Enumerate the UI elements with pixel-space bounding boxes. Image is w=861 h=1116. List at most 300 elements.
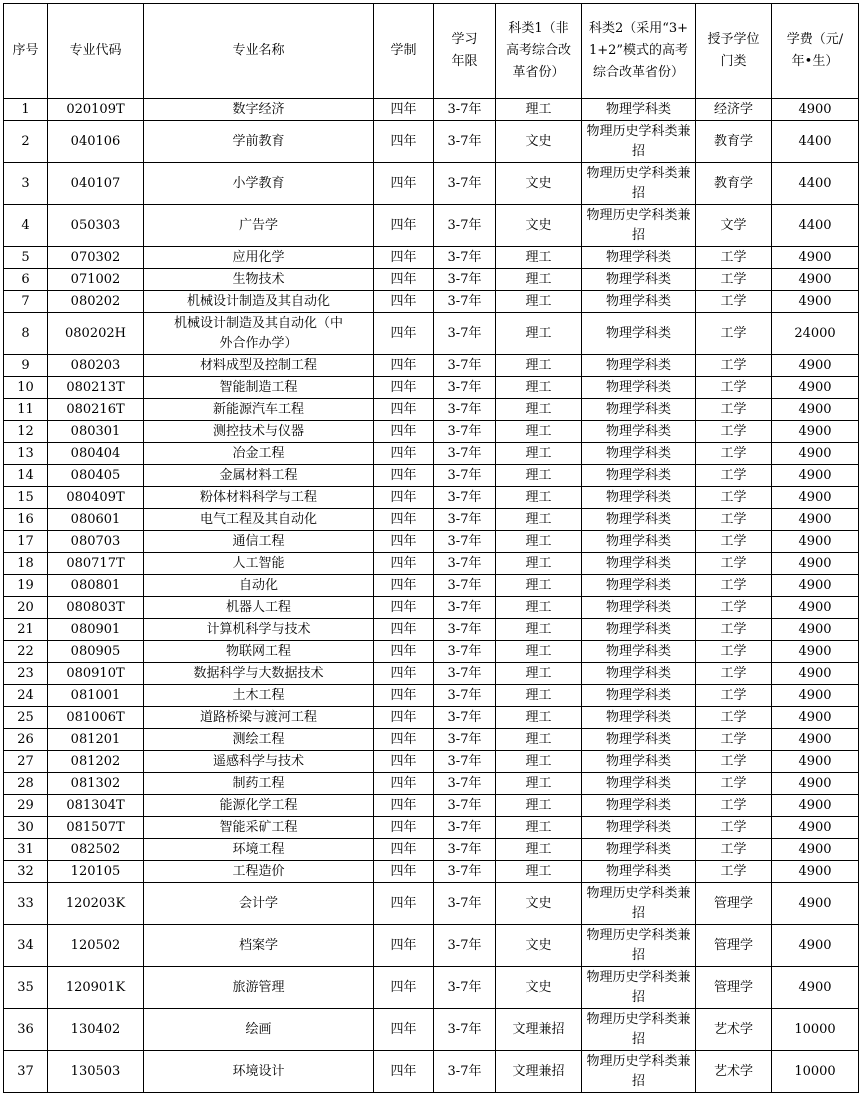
cell-major-code: 040106	[48, 121, 144, 163]
cell-category-1: 理工	[496, 597, 582, 619]
header-system: 学制	[374, 4, 434, 99]
cell-major-code: 080803T	[48, 597, 144, 619]
cell-system: 四年	[374, 247, 434, 269]
cell-major-name: 智能采矿工程	[144, 817, 374, 839]
cell-major-code: 080901	[48, 619, 144, 641]
table-row	[4, 377, 859, 399]
header-major-name: 专业名称	[144, 4, 374, 99]
cell-category-1: 理工	[496, 355, 582, 377]
cell-degree: 工学	[696, 795, 772, 817]
cell-index: 37	[4, 1051, 48, 1093]
header-category-1: 科类1（非高考综合改革省份）	[496, 4, 582, 99]
table-row	[4, 663, 859, 685]
cell-degree: 工学	[696, 355, 772, 377]
header-tuition: 学费（元/年•生）	[772, 4, 859, 99]
cell-category-1: 理工	[496, 817, 582, 839]
cell-major-name: 会计学	[144, 883, 374, 925]
cell-index: 4	[4, 205, 48, 247]
table-row	[4, 1051, 859, 1093]
table-row	[4, 707, 859, 729]
cell-tuition: 10000	[772, 1051, 859, 1093]
cell-tuition: 4900	[772, 641, 859, 663]
cell-degree: 工学	[696, 399, 772, 421]
cell-degree: 工学	[696, 553, 772, 575]
cell-major-name: 道路桥梁与渡河工程	[144, 707, 374, 729]
cell-category-2: 物理历史学科类兼招	[582, 967, 696, 1009]
cell-index: 9	[4, 355, 48, 377]
cell-tuition: 4900	[772, 729, 859, 751]
cell-index: 1	[4, 99, 48, 121]
cell-tuition: 4900	[772, 597, 859, 619]
cell-study-years: 3-7年	[434, 205, 496, 247]
cell-tuition: 4900	[772, 883, 859, 925]
table-row	[4, 839, 859, 861]
cell-system: 四年	[374, 925, 434, 967]
cell-category-2: 物理学科类	[582, 641, 696, 663]
cell-category-2: 物理学科类	[582, 663, 696, 685]
cell-category-1: 理工	[496, 575, 582, 597]
cell-system: 四年	[374, 685, 434, 707]
header-study-years: 学习年限	[434, 4, 496, 99]
table-row	[4, 399, 859, 421]
cell-category-2: 物理学科类	[582, 707, 696, 729]
cell-major-code: 120901K	[48, 967, 144, 1009]
cell-index: 32	[4, 861, 48, 883]
cell-major-code: 081001	[48, 685, 144, 707]
cell-category-2: 物理历史学科类兼招	[582, 205, 696, 247]
cell-major-name: 测绘工程	[144, 729, 374, 751]
cell-study-years: 3-7年	[434, 839, 496, 861]
cell-study-years: 3-7年	[434, 163, 496, 205]
cell-major-code: 080404	[48, 443, 144, 465]
cell-index: 26	[4, 729, 48, 751]
cell-system: 四年	[374, 313, 434, 355]
cell-major-name: 环境设计	[144, 1051, 374, 1093]
table-row	[4, 487, 859, 509]
cell-degree: 工学	[696, 619, 772, 641]
table-row	[4, 531, 859, 553]
cell-category-1: 理工	[496, 839, 582, 861]
cell-category-2: 物理学科类	[582, 421, 696, 443]
cell-study-years: 3-7年	[434, 795, 496, 817]
cell-category-2: 物理学科类	[582, 99, 696, 121]
cell-major-code: 080202	[48, 291, 144, 313]
cell-major-code: 080216T	[48, 399, 144, 421]
cell-degree: 管理学	[696, 883, 772, 925]
cell-study-years: 3-7年	[434, 465, 496, 487]
cell-system: 四年	[374, 597, 434, 619]
cell-degree: 工学	[696, 729, 772, 751]
cell-study-years: 3-7年	[434, 729, 496, 751]
cell-study-years: 3-7年	[434, 291, 496, 313]
cell-index: 13	[4, 443, 48, 465]
cell-system: 四年	[374, 465, 434, 487]
table-row	[4, 269, 859, 291]
cell-major-name: 小学教育	[144, 163, 374, 205]
cell-system: 四年	[374, 509, 434, 531]
cell-study-years: 3-7年	[434, 967, 496, 1009]
cell-index: 30	[4, 817, 48, 839]
cell-degree: 工学	[696, 377, 772, 399]
cell-major-name: 遥感科学与技术	[144, 751, 374, 773]
cell-category-1: 文史	[496, 205, 582, 247]
table-row	[4, 795, 859, 817]
cell-category-1: 理工	[496, 795, 582, 817]
cell-system: 四年	[374, 839, 434, 861]
cell-major-code: 040107	[48, 163, 144, 205]
cell-study-years: 3-7年	[434, 619, 496, 641]
cell-degree: 艺术学	[696, 1009, 772, 1051]
cell-index: 29	[4, 795, 48, 817]
table-row	[4, 773, 859, 795]
cell-major-code: 120203K	[48, 883, 144, 925]
cell-index: 20	[4, 597, 48, 619]
cell-category-2: 物理学科类	[582, 553, 696, 575]
cell-tuition: 10000	[772, 1009, 859, 1051]
table-row	[4, 597, 859, 619]
cell-category-2: 物理学科类	[582, 443, 696, 465]
cell-major-name: 人工智能	[144, 553, 374, 575]
cell-system: 四年	[374, 487, 434, 509]
cell-category-1: 文史	[496, 883, 582, 925]
cell-category-2: 物理历史学科类兼招	[582, 1009, 696, 1051]
cell-index: 34	[4, 925, 48, 967]
cell-study-years: 3-7年	[434, 121, 496, 163]
cell-degree: 教育学	[696, 121, 772, 163]
cell-tuition: 4900	[772, 619, 859, 641]
table-row	[4, 553, 859, 575]
cell-index: 23	[4, 663, 48, 685]
cell-category-2: 物理学科类	[582, 355, 696, 377]
cell-system: 四年	[374, 421, 434, 443]
cell-major-name: 测控技术与仪器	[144, 421, 374, 443]
cell-category-1: 理工	[496, 641, 582, 663]
header-degree: 授予学位门类	[696, 4, 772, 99]
cell-category-1: 理工	[496, 619, 582, 641]
cell-tuition: 4900	[772, 421, 859, 443]
cell-category-1: 理工	[496, 861, 582, 883]
cell-category-2: 物理历史学科类兼招	[582, 121, 696, 163]
cell-major-code: 080703	[48, 531, 144, 553]
cell-study-years: 3-7年	[434, 773, 496, 795]
cell-major-code: 080409T	[48, 487, 144, 509]
cell-category-2: 物理学科类	[582, 247, 696, 269]
table-row	[4, 313, 859, 355]
table-row	[4, 619, 859, 641]
cell-index: 11	[4, 399, 48, 421]
cell-major-name: 旅游管理	[144, 967, 374, 1009]
cell-category-2: 物理历史学科类兼招	[582, 883, 696, 925]
cell-tuition: 4900	[772, 795, 859, 817]
cell-category-2: 物理学科类	[582, 291, 696, 313]
cell-index: 28	[4, 773, 48, 795]
cell-category-1: 理工	[496, 313, 582, 355]
cell-major-code: 130503	[48, 1051, 144, 1093]
table-row	[4, 509, 859, 531]
cell-index: 8	[4, 313, 48, 355]
cell-category-1: 理工	[496, 465, 582, 487]
cell-system: 四年	[374, 967, 434, 1009]
cell-major-code: 080202H	[48, 313, 144, 355]
cell-category-1: 理工	[496, 707, 582, 729]
cell-category-2: 物理学科类	[582, 313, 696, 355]
cell-category-1: 理工	[496, 443, 582, 465]
cell-system: 四年	[374, 377, 434, 399]
cell-category-1: 文史	[496, 121, 582, 163]
cell-system: 四年	[374, 795, 434, 817]
cell-major-code: 050303	[48, 205, 144, 247]
cell-category-1: 理工	[496, 729, 582, 751]
cell-tuition: 4900	[772, 443, 859, 465]
cell-major-name: 土木工程	[144, 685, 374, 707]
cell-study-years: 3-7年	[434, 861, 496, 883]
cell-degree: 工学	[696, 291, 772, 313]
cell-degree: 管理学	[696, 925, 772, 967]
cell-index: 25	[4, 707, 48, 729]
table-row	[4, 247, 859, 269]
cell-major-name: 计算机科学与技术	[144, 619, 374, 641]
table-row	[4, 817, 859, 839]
cell-category-2: 物理学科类	[582, 465, 696, 487]
cell-category-1: 理工	[496, 487, 582, 509]
cell-system: 四年	[374, 729, 434, 751]
cell-degree: 工学	[696, 509, 772, 531]
cell-degree: 工学	[696, 861, 772, 883]
cell-degree: 工学	[696, 707, 772, 729]
cell-study-years: 3-7年	[434, 247, 496, 269]
cell-major-name: 广告学	[144, 205, 374, 247]
cell-tuition: 4900	[772, 99, 859, 121]
cell-degree: 工学	[696, 531, 772, 553]
cell-study-years: 3-7年	[434, 1051, 496, 1093]
cell-category-2: 物理学科类	[582, 597, 696, 619]
cell-major-name: 粉体材料科学与工程	[144, 487, 374, 509]
cell-category-1: 理工	[496, 421, 582, 443]
cell-system: 四年	[374, 707, 434, 729]
cell-system: 四年	[374, 355, 434, 377]
cell-category-2: 物理学科类	[582, 861, 696, 883]
cell-degree: 工学	[696, 487, 772, 509]
cell-index: 35	[4, 967, 48, 1009]
cell-major-code: 080910T	[48, 663, 144, 685]
cell-major-code: 070302	[48, 247, 144, 269]
cell-tuition: 4900	[772, 925, 859, 967]
cell-category-2: 物理历史学科类兼招	[582, 1051, 696, 1093]
cell-tuition: 4900	[772, 685, 859, 707]
cell-major-name: 制药工程	[144, 773, 374, 795]
cell-major-name: 机器人工程	[144, 597, 374, 619]
cell-system: 四年	[374, 531, 434, 553]
cell-index: 24	[4, 685, 48, 707]
cell-study-years: 3-7年	[434, 553, 496, 575]
cell-major-code: 081202	[48, 751, 144, 773]
cell-system: 四年	[374, 99, 434, 121]
cell-index: 21	[4, 619, 48, 641]
cell-degree: 经济学	[696, 99, 772, 121]
cell-major-name: 新能源汽车工程	[144, 399, 374, 421]
cell-major-name: 冶金工程	[144, 443, 374, 465]
cell-tuition: 4400	[772, 205, 859, 247]
cell-major-code: 120105	[48, 861, 144, 883]
cell-major-name: 工程造价	[144, 861, 374, 883]
header-category-2: 科类2（采用“3+1+2”模式的高考综合改革省份）	[582, 4, 696, 99]
cell-system: 四年	[374, 751, 434, 773]
cell-study-years: 3-7年	[434, 597, 496, 619]
cell-degree: 教育学	[696, 163, 772, 205]
cell-tuition: 4900	[772, 575, 859, 597]
cell-category-2: 物理学科类	[582, 751, 696, 773]
cell-major-name: 物联网工程	[144, 641, 374, 663]
cell-tuition: 4900	[772, 967, 859, 1009]
cell-category-1: 文史	[496, 163, 582, 205]
cell-major-code: 081201	[48, 729, 144, 751]
cell-major-name: 电气工程及其自动化	[144, 509, 374, 531]
cell-system: 四年	[374, 1009, 434, 1051]
cell-category-2: 物理学科类	[582, 377, 696, 399]
cell-tuition: 4900	[772, 269, 859, 291]
cell-category-1: 理工	[496, 247, 582, 269]
cell-tuition: 4900	[772, 839, 859, 861]
cell-category-2: 物理学科类	[582, 773, 696, 795]
cell-major-name: 金属材料工程	[144, 465, 374, 487]
table-row	[4, 443, 859, 465]
document-page	[3, 3, 859, 1093]
cell-tuition: 4900	[772, 707, 859, 729]
cell-degree: 工学	[696, 465, 772, 487]
cell-system: 四年	[374, 1051, 434, 1093]
cell-degree: 工学	[696, 641, 772, 663]
cell-study-years: 3-7年	[434, 1009, 496, 1051]
cell-system: 四年	[374, 575, 434, 597]
cell-major-code: 080801	[48, 575, 144, 597]
cell-degree: 工学	[696, 269, 772, 291]
cell-category-1: 理工	[496, 509, 582, 531]
table-row	[4, 1009, 859, 1051]
cell-major-code: 081302	[48, 773, 144, 795]
cell-category-2: 物理学科类	[582, 685, 696, 707]
table-body	[4, 99, 859, 1093]
cell-study-years: 3-7年	[434, 421, 496, 443]
table-row	[4, 575, 859, 597]
cell-system: 四年	[374, 269, 434, 291]
cell-system: 四年	[374, 817, 434, 839]
cell-major-code: 080213T	[48, 377, 144, 399]
cell-major-code: 080601	[48, 509, 144, 531]
cell-degree: 工学	[696, 663, 772, 685]
cell-degree: 工学	[696, 751, 772, 773]
cell-study-years: 3-7年	[434, 751, 496, 773]
cell-study-years: 3-7年	[434, 99, 496, 121]
cell-category-2: 物理学科类	[582, 839, 696, 861]
cell-tuition: 4400	[772, 121, 859, 163]
cell-major-name: 环境工程	[144, 839, 374, 861]
cell-major-name: 能源化学工程	[144, 795, 374, 817]
cell-category-1: 文史	[496, 967, 582, 1009]
cell-system: 四年	[374, 399, 434, 421]
cell-major-code: 071002	[48, 269, 144, 291]
cell-index: 33	[4, 883, 48, 925]
cell-index: 10	[4, 377, 48, 399]
cell-major-name: 机械设计制造及其自动化（中外合作办学）	[144, 313, 374, 355]
cell-system: 四年	[374, 553, 434, 575]
cell-major-name: 智能制造工程	[144, 377, 374, 399]
cell-study-years: 3-7年	[434, 817, 496, 839]
majors-table	[3, 3, 859, 1093]
cell-degree: 工学	[696, 575, 772, 597]
cell-tuition: 4900	[772, 817, 859, 839]
cell-index: 15	[4, 487, 48, 509]
cell-major-name: 绘画	[144, 1009, 374, 1051]
cell-tuition: 4900	[772, 247, 859, 269]
cell-study-years: 3-7年	[434, 575, 496, 597]
cell-study-years: 3-7年	[434, 443, 496, 465]
cell-index: 12	[4, 421, 48, 443]
table-row	[4, 883, 859, 925]
cell-tuition: 24000	[772, 313, 859, 355]
cell-major-code: 130402	[48, 1009, 144, 1051]
table-row	[4, 121, 859, 163]
header-major-code: 专业代码	[48, 4, 144, 99]
cell-category-2: 物理学科类	[582, 531, 696, 553]
table-row	[4, 291, 859, 313]
cell-category-2: 物理学科类	[582, 817, 696, 839]
table-row	[4, 861, 859, 883]
cell-system: 四年	[374, 163, 434, 205]
cell-major-name: 数字经济	[144, 99, 374, 121]
cell-tuition: 4900	[772, 553, 859, 575]
cell-degree: 工学	[696, 773, 772, 795]
cell-index: 22	[4, 641, 48, 663]
cell-index: 16	[4, 509, 48, 531]
table-row	[4, 751, 859, 773]
cell-system: 四年	[374, 443, 434, 465]
cell-major-name: 数据科学与大数据技术	[144, 663, 374, 685]
cell-tuition: 4900	[772, 531, 859, 553]
cell-study-years: 3-7年	[434, 355, 496, 377]
cell-major-code: 080717T	[48, 553, 144, 575]
table-row	[4, 729, 859, 751]
cell-index: 17	[4, 531, 48, 553]
cell-study-years: 3-7年	[434, 883, 496, 925]
cell-tuition: 4900	[772, 751, 859, 773]
table-row	[4, 685, 859, 707]
cell-major-name: 材料成型及控制工程	[144, 355, 374, 377]
cell-category-1: 理工	[496, 663, 582, 685]
cell-index: 31	[4, 839, 48, 861]
cell-category-1: 文史	[496, 925, 582, 967]
cell-degree: 管理学	[696, 967, 772, 1009]
cell-major-code: 080203	[48, 355, 144, 377]
cell-system: 四年	[374, 619, 434, 641]
cell-category-2: 物理历史学科类兼招	[582, 163, 696, 205]
cell-major-code: 081507T	[48, 817, 144, 839]
cell-category-2: 物理学科类	[582, 509, 696, 531]
cell-index: 6	[4, 269, 48, 291]
cell-category-2: 物理学科类	[582, 269, 696, 291]
cell-index: 5	[4, 247, 48, 269]
cell-major-code: 080405	[48, 465, 144, 487]
cell-degree: 文学	[696, 205, 772, 247]
table-row	[4, 205, 859, 247]
cell-index: 36	[4, 1009, 48, 1051]
cell-category-2: 物理学科类	[582, 619, 696, 641]
cell-degree: 艺术学	[696, 1051, 772, 1093]
cell-degree: 工学	[696, 597, 772, 619]
cell-study-years: 3-7年	[434, 509, 496, 531]
cell-system: 四年	[374, 663, 434, 685]
cell-tuition: 4900	[772, 861, 859, 883]
cell-tuition: 4900	[772, 291, 859, 313]
